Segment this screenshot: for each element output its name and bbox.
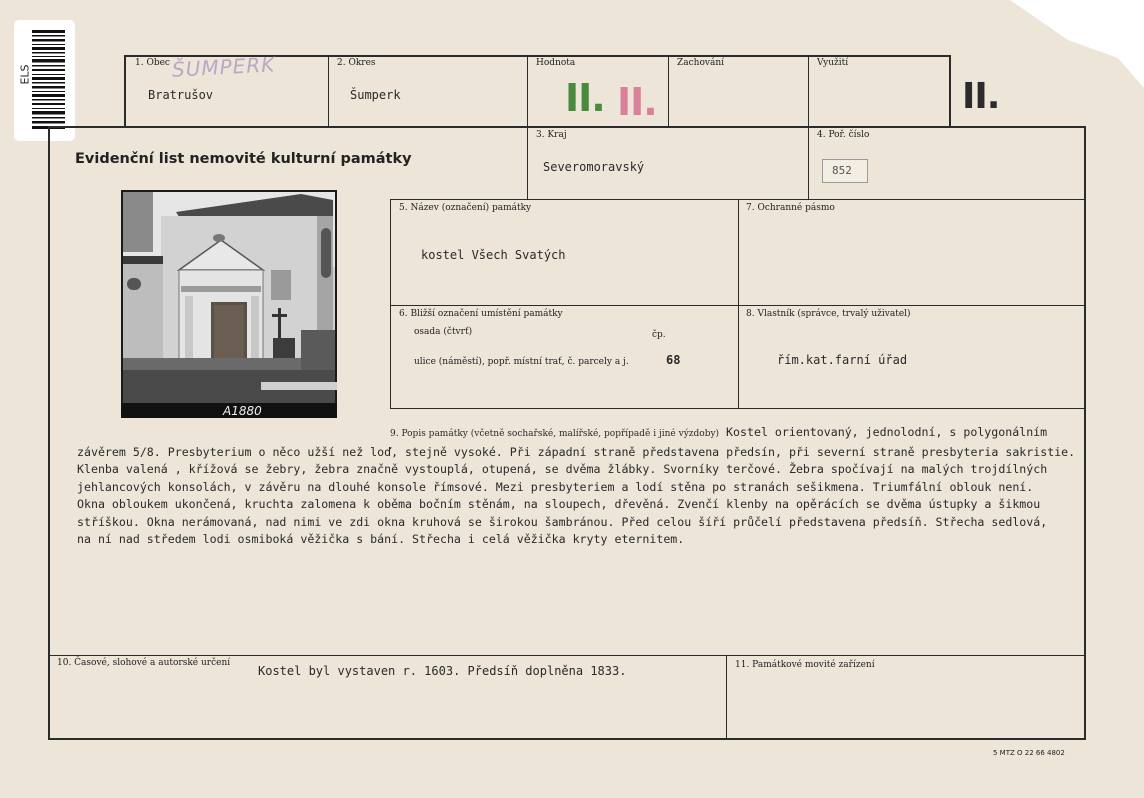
popis-line-5: stříškou. Okna nerámovaná, nad nimi ve zdi okna kruhová se širokou šambránou. Před celou šíří průčelí představena předsíň. Střecha sedlová, — [77, 514, 1048, 529]
ulice-label: ulice (náměstí), popř. místní trať, č. parcely a j. — [414, 357, 629, 367]
por-cislo-label: 4. Poř. číslo — [817, 130, 870, 140]
hodnota-value-green: II. — [565, 76, 605, 120]
cp-label: čp. — [652, 330, 666, 340]
osada-label: osada (čtvrť) — [414, 327, 473, 337]
popis-line-4: Okna obloukem ukončená, kruchta zalomena k oběma bočním stěnám, na sloupech, dřevěná. Zvenčí klenby na opěrácích se dvěma ústupky a šikmou — [77, 497, 1041, 511]
popis-line-6: na ní nad středem lodi osmiboká věžička s bání. Střecha i celá věžička kryty eternitem. — [77, 532, 685, 546]
popis-label: 9. Popis památky (včetně sochařské, malířské, popřípadě i jiné výzdoby) — [390, 429, 720, 439]
movite-label: 11. Památkové movité zařízení — [735, 660, 875, 670]
popis-line-2: Klenba valená , křížová se žebry, žebra značně vystouplá, otupená, se dvěma žlábky. Svorníky terčové. Žebra spočívají na malých trojdílných — [77, 462, 1048, 476]
casove-value: Kostel byl vystaven r. 1603. Předsíň doplněna 1833. — [258, 664, 627, 678]
barcode-sticker — [14, 20, 75, 141]
vyuziti-label: Využití — [817, 58, 849, 68]
vlastnik-value: řím.kat.farní úřad — [777, 353, 908, 367]
form-title: Evidenční list nemovité kulturní památky — [75, 151, 412, 167]
barcode-code: ELS — [18, 64, 32, 85]
barcode-icon — [32, 30, 65, 130]
hodnota-value-pink: II. — [617, 80, 657, 124]
casove-label: 10. Časové, slohové a autorské určení — [57, 658, 231, 668]
obec-value: Bratrušov — [148, 88, 214, 102]
vlastnik-label: 8. Vlastník (správce, trvalý uživatel) — [746, 309, 911, 319]
kraj-label: 3. Kraj — [536, 130, 567, 140]
kraj-value: Severomoravský — [543, 160, 645, 174]
nazev-label: 5. Název (označení) památky — [399, 203, 532, 213]
por-cislo-value: 852 — [832, 164, 852, 177]
cp-value: 68 — [666, 353, 681, 367]
popis-section — [77, 424, 1117, 549]
photo-caption: A1880 — [223, 404, 262, 418]
nazev-value: kostel Všech Svatých — [421, 248, 566, 262]
side-grade: II. — [962, 76, 1000, 117]
popis-line-1: závěrem 5/8. Presbyterium o něco užší než loď, stejně vysoké. Při západní straně představena předsín, při severní straně presbyteria sakristie. — [77, 444, 1076, 459]
ochranne-pasmo-label: 7. Ochranné pásmo — [746, 203, 835, 213]
okres-value: Šumperk — [350, 88, 401, 102]
umisteni-label: 6. Bližší označení umístění památky — [399, 309, 563, 319]
obec-label: 1. Obec — [135, 58, 170, 68]
footer-code: 5 MTZ O 22 66 4802 — [993, 749, 1065, 757]
hodnota-label: Hodnota — [536, 58, 576, 68]
obec-handwritten: ŠUMPERK — [171, 52, 276, 82]
okres-label: 2. Okres — [337, 58, 376, 68]
popis-line-0: Kostel orientovaný, jednolodní, s polygonálním — [726, 425, 1048, 439]
zachovani-label: Zachování — [677, 58, 724, 68]
church-photo — [121, 190, 337, 418]
popis-line-3: jehlancových konsolách, v závěru na dlouhé konsole římsové. Mezi presbyteriem a lodí stěna po stranách sešikmena. Triumfální oblouk není. — [77, 479, 1034, 494]
